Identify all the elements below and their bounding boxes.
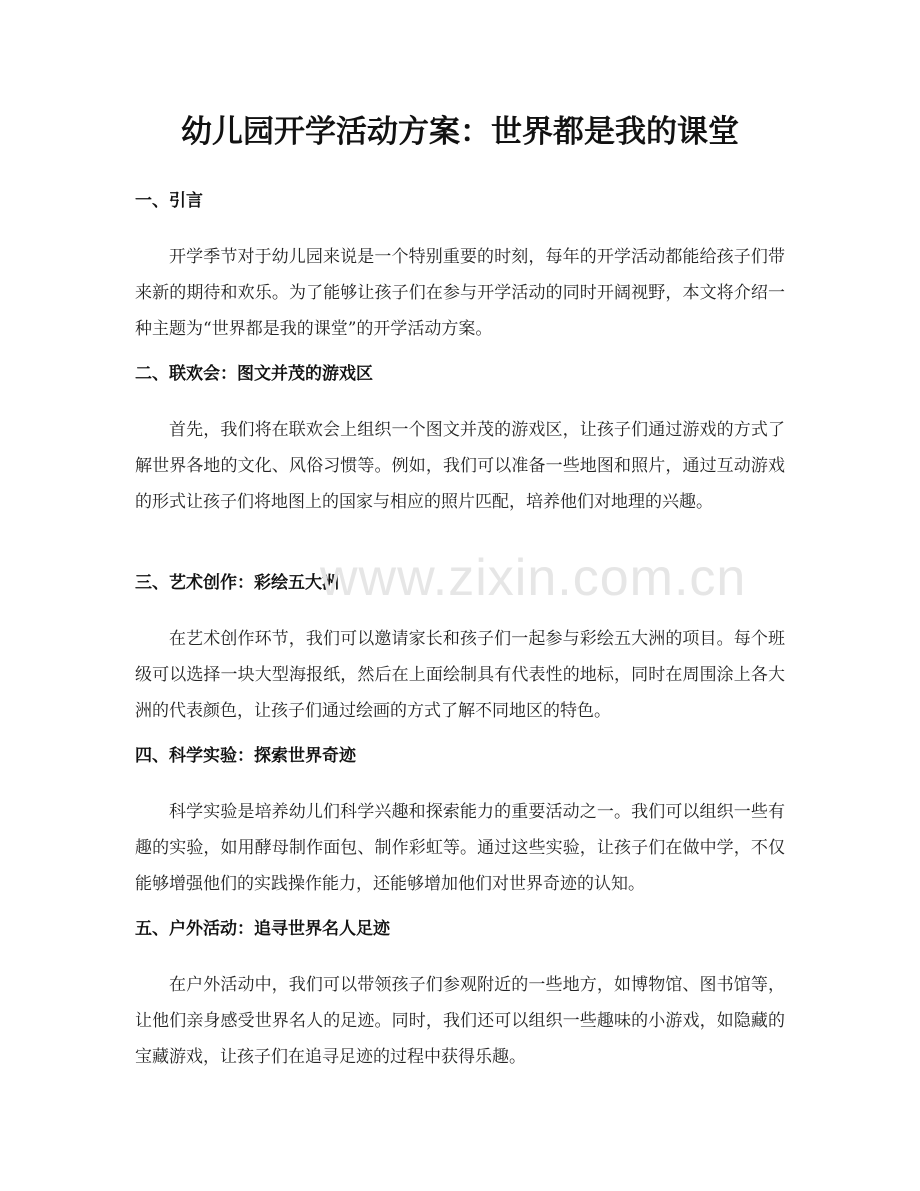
section-paragraph: 首先，我们将在联欢会上组织一个图文并茂的游戏区，让孩子们通过游戏的方式了解世界各地的文化、风俗习惯等。例如，我们可以准备一些地图和照片，通过互动游戏的形式让孩子们将地图上的国家与相应的照片匹配，培养他们对地理的兴趣。 (135, 420, 785, 512)
section-paragraph: 开学季节对于幼儿园来说是一个特别重要的时刻，每年的开学活动都能给孩子们带来新的期待和欢乐。为了能够让孩子们在参与开学活动的同时开阔视野，本文将介绍一种主题为“世界都是我的课堂”的开学活动方案。 (135, 247, 785, 339)
section-art-creation (135, 572, 785, 729)
document-title: 幼儿园开学活动方案：世界都是我的课堂 (181, 114, 739, 150)
section-paragraph: 科学实验是培养幼儿们科学兴趣和探索能力的重要活动之一。我们可以组织一些有趣的实验，如用酵母制作面包、制作彩虹等。通过这些实验，让孩子们在做中学，不仅能够增强他们的实践操作能力，还能够增加他们对世界奇迹的认知。 (135, 802, 785, 894)
watermark: www.zixin.com.cn (320, 549, 747, 607)
section-heading: 四、科学实验：探索世界奇迹 (135, 746, 356, 766)
section-science-experiment (135, 745, 785, 902)
section-paragraph: 在艺术创作环节，我们可以邀请家长和孩子们一起参与彩绘五大洲的项目。每个班级可以选择一块大型海报纸，然后在上面绘制具有代表性的地标，同时在周围涂上各大洲的代表颜色，让孩子们通过绘画的方式了解不同地区的特色。 (135, 629, 785, 721)
section-introduction (135, 190, 785, 347)
section-heading: 五、户外活动：追寻世界名人足迹 (135, 919, 390, 939)
section-party-game-area (135, 363, 785, 520)
section-heading: 三、艺术创作：彩绘五大洲 (135, 573, 339, 593)
section-heading: 一、引言 (135, 191, 203, 211)
section-paragraph: 在户外活动中，我们可以带领孩子们参观附近的一些地方，如博物馆、图书馆等，让他们亲身感受世界名人的足迹。同时，我们还可以组织一些趣味的小游戏，如隐藏的宝藏游戏，让孩子们在追寻足迹的过程中获得乐趣。 (135, 975, 785, 1067)
section-heading: 二、联欢会：图文并茂的游戏区 (135, 364, 373, 384)
section-outdoor-activity (135, 918, 785, 1075)
